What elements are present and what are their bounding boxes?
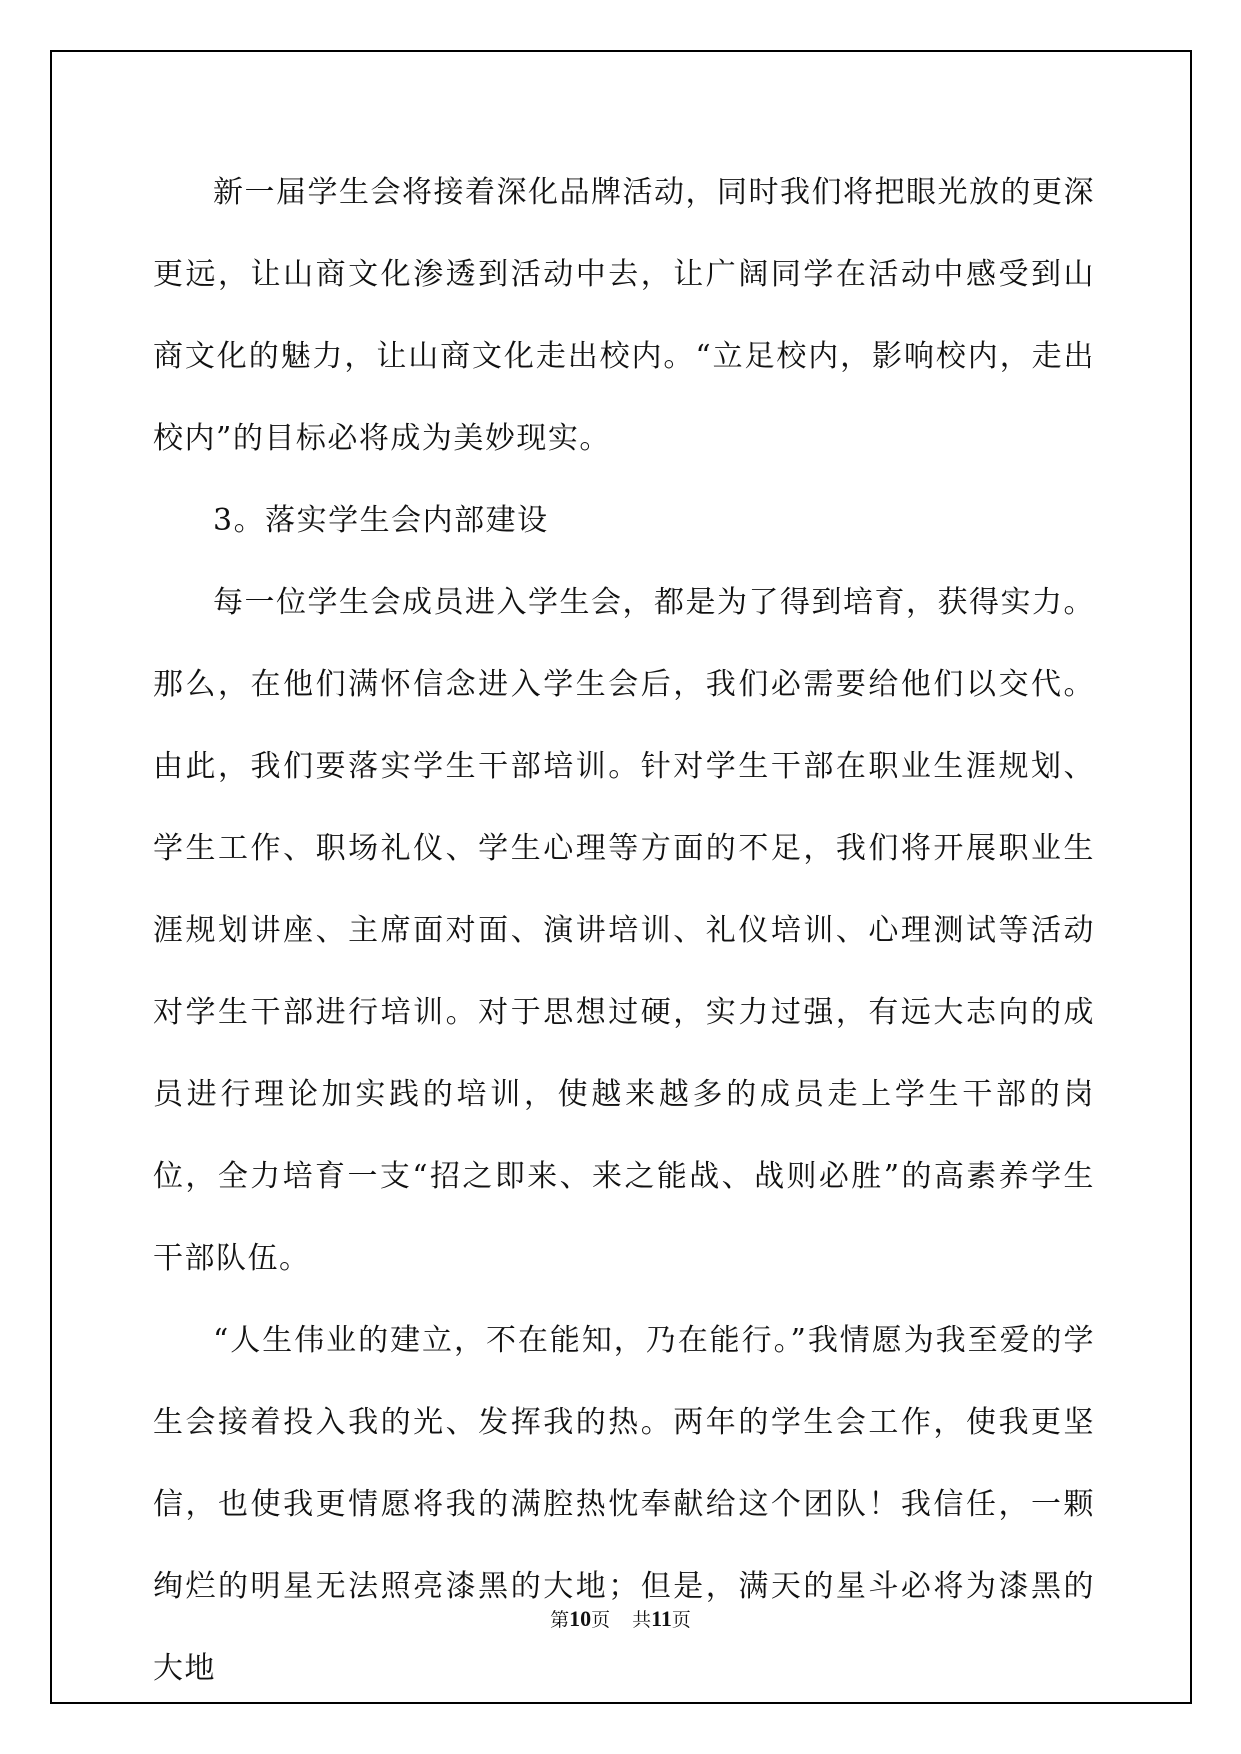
page-suffix: 页 xyxy=(591,1609,611,1631)
page-prefix: 第 xyxy=(550,1609,570,1631)
paragraph-3: “人生伟业的建立，不在能知，乃在能行。”我情愿为我至爱的学生会接着投入我的光、发挥我的热。两年的学生会工作，使我更坚信，也使我更情愿将我的满腔热忱奉献给这个团队！我信任，一颗绚烂的明星无法照亮漆黑的大地；但是，满天的星斗必将为漆黑的大地 xyxy=(153,1323,1095,1686)
section-heading: 3。落实学生会内部建设 xyxy=(213,503,549,538)
document-body xyxy=(153,152,1095,1710)
paragraph-1: 新一届学生会将接着深化品牌活动，同时我们将把眼光放的更深更远，让山商文化渗透到活动中去，让广阔同学在活动中感受到山商文化的魅力，让山商文化走出校内。“立足校内，影响校内，走出校内”的目标必将成为美妙现实。 xyxy=(153,175,1095,456)
paragraph-2: 每一位学生会成员进入学生会，都是为了得到培育，获得实力。那么，在他们满怀信念进入学生会后，我们必需要给他们以交代。由此，我们要落实学生干部培训。针对学生干部在职业生涯规划、学生工作、职场礼仪、学生心理等方面的不足，我们将开展职业生涯规划讲座、主席面对面、演讲培训、礼仪培训、心理测试等活动对学生干部进行培训。对于思想过硬，实力过强，有远大志向的成员进行理论加实践的培训，使越来越多的成员走上学生干部的岗位，全力培育一支“招之即来、来之能战、战则必胜”的高素养学生干部队伍。 xyxy=(153,585,1095,1276)
page-footer xyxy=(0,1605,1241,1632)
total-prefix: 共 xyxy=(632,1609,652,1631)
total-pages: 11 xyxy=(651,1606,672,1631)
total-suffix: 页 xyxy=(671,1609,691,1631)
page-number: 10 xyxy=(569,1606,592,1631)
